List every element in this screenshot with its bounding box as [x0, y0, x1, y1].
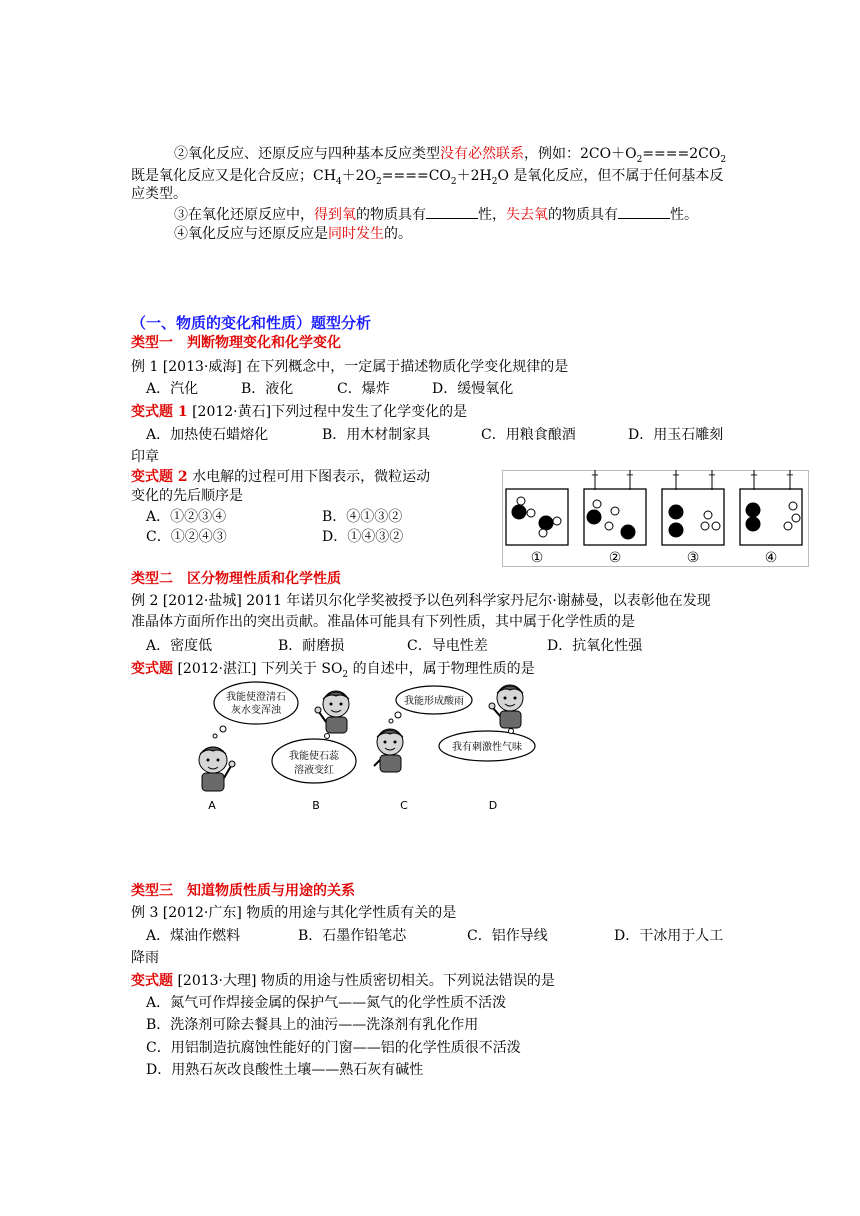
- subscript: 2: [342, 669, 349, 680]
- variant-2-question: [131, 467, 430, 487]
- section-title: （一、物质的变化和性质）题型分析: [131, 314, 372, 332]
- variant-2-options-row-2: [146, 527, 403, 547]
- question-text: [2012·黄石]下列过程中发生了化学变化的是: [187, 404, 468, 420]
- option-b[interactable]: B．耐磨损: [278, 638, 345, 654]
- type3-variant-question: [131, 971, 555, 991]
- option-c[interactable]: C．①②④③: [146, 529, 227, 545]
- option-a[interactable]: A．煤油作燃料: [146, 928, 241, 944]
- plus-sign: +: [671, 470, 681, 481]
- subscript: 2: [636, 154, 643, 165]
- variant-1-wrap: 印章: [131, 449, 159, 465]
- bubble-c: [389, 686, 472, 723]
- answer-blank[interactable]: [618, 204, 670, 219]
- option-b[interactable]: B．用木材制家具: [322, 427, 431, 443]
- option-c[interactable]: C．用粮食酿酒: [481, 427, 576, 443]
- bubble-d-text: 我有刺激性气味: [452, 742, 522, 753]
- bubble-c-text: 我能形成酸雨: [404, 696, 464, 707]
- option-d[interactable]: D．干冰用于人工: [614, 928, 724, 944]
- bubble-b: [272, 734, 356, 784]
- boy-b: [315, 691, 349, 733]
- note-text: ③在氧化还原反应中，: [174, 207, 314, 223]
- note-text: O 是氧化反应，但不属于任何基本反: [497, 168, 724, 184]
- option-c[interactable]: C．导电性差: [407, 638, 488, 654]
- variant-label: 变式题: [131, 973, 173, 989]
- note-3: [174, 204, 698, 225]
- panel-label-3: ③: [686, 550, 700, 566]
- subscript: 2: [720, 154, 727, 165]
- type1-title: 类型一 判断物理变化和化学变化: [131, 335, 341, 351]
- note-text: 的物质具有: [548, 207, 618, 223]
- plus-sign: +: [590, 470, 600, 481]
- example-1-options: [146, 379, 513, 399]
- bubble-b-line-1: 我能使石蕊: [289, 751, 339, 762]
- option-c[interactable]: C．铝作导线: [467, 928, 548, 944]
- type3-variant-option-d[interactable]: D．用熟石灰改良酸性土壤——熟石灰有碱性: [146, 1062, 424, 1078]
- note-2-line-3: [131, 184, 187, 204]
- note-2-line-2: [131, 166, 723, 192]
- option-b[interactable]: B．④①③②: [322, 509, 403, 525]
- type3-variant-option-c[interactable]: C．用铝制造抗腐蚀性能好的门窗——铝的化学性质很不活泼: [146, 1040, 521, 1056]
- bubble-a: [213, 682, 298, 738]
- option-b[interactable]: B．液化: [241, 381, 294, 397]
- note-text: ＋2H: [456, 168, 492, 184]
- note-text: 性。: [670, 207, 698, 223]
- variant-1-question: [131, 402, 467, 422]
- option-a[interactable]: A．密度低: [146, 638, 213, 654]
- bubble-a-line-1: 我能使澄清石: [226, 692, 286, 703]
- label-d: D: [488, 799, 498, 812]
- so2-cartoon: [185, 678, 545, 818]
- example-2-line-1: 例 2 [2012·盐城] 2011 年诺贝尔化学奖被授予以色列科学家丹尼尔·谢赫曼，以表彰他在发现: [131, 593, 711, 609]
- option-d[interactable]: D．抗氧化性强: [547, 638, 643, 654]
- option-c[interactable]: C．爆炸: [337, 381, 390, 397]
- panel-label-1: ①: [530, 550, 544, 566]
- note-text: ====2CO: [642, 146, 721, 162]
- variant-label: 变式题 2: [131, 469, 188, 485]
- panel-label-4: ④: [764, 550, 778, 566]
- subscript: 4: [335, 176, 342, 187]
- note-text: ，例如：2CO＋O: [524, 146, 637, 162]
- minus-sign: −: [707, 470, 717, 481]
- boy-a: [199, 747, 235, 791]
- example-2-options: [146, 636, 642, 656]
- note-text: 性，: [478, 207, 506, 223]
- note-text: ④氧化反应与还原反应是: [174, 226, 328, 242]
- label-b: B: [312, 799, 320, 812]
- answer-blank[interactable]: [426, 204, 478, 219]
- variant-2-options-row-1: [146, 507, 402, 527]
- type2-title: 类型二 区分物理性质和化学性质: [131, 571, 341, 587]
- question-text: 的自述中，属于物理性质的是: [348, 661, 535, 677]
- boy-d: [489, 685, 523, 728]
- example-2-line-2: 准晶体方面所作出的突出贡献。准晶体可能具有下列性质，其中属于化学性质的是: [131, 614, 635, 630]
- note-emphasis: 同时发生: [328, 226, 384, 242]
- option-a[interactable]: A．汽化: [146, 381, 199, 397]
- note-4: [174, 224, 412, 244]
- label-a: A: [208, 799, 216, 812]
- option-a[interactable]: A．①②③④: [146, 509, 227, 525]
- note-emphasis: 失去氧: [506, 207, 548, 223]
- option-d[interactable]: D．①④③②: [322, 529, 404, 545]
- variant-label: 变式题 1: [131, 404, 188, 420]
- note-text: 的物质具有: [356, 207, 426, 223]
- question-text: [2012·湛江] 下列关于 SO: [173, 661, 343, 677]
- subscript: 2: [491, 176, 498, 187]
- example-1-question: 例 1 [2013·威海] 在下列概念中，一定属于描述物质化学变化规律的是: [131, 359, 569, 375]
- boy-c: [374, 729, 403, 772]
- bubble-a-line-2: 灰水变浑浊: [231, 705, 281, 716]
- note-text: 的。: [384, 226, 412, 242]
- type3-variant-option-a[interactable]: A．氮气可作焊接金属的保护气——氮气的化学性质不活泼: [146, 995, 507, 1011]
- note-text: ====CO: [381, 168, 451, 184]
- example-3-question: 例 3 [2012·广东] 物质的用途与其化学性质有关的是: [131, 905, 457, 921]
- bubble-d: [439, 729, 535, 762]
- type3-title: 类型三 知道物质性质与用途的关系: [131, 883, 355, 899]
- note-text: ＋2O: [341, 168, 377, 184]
- variant-2-question-line-2: 变化的先后顺序是: [131, 488, 243, 504]
- note-text: 应类型。: [131, 186, 187, 202]
- type3-variant-option-b[interactable]: B．洗涤剂可除去餐具上的油污——洗涤剂有乳化作用: [146, 1017, 479, 1033]
- note-text: ②氧化反应、还原反应与四种基本反应类型: [174, 146, 440, 162]
- subscript: 2: [450, 176, 457, 187]
- question-text: [2013·大理] 物质的用途与性质密切相关。下列说法错误的是: [173, 973, 555, 989]
- note-text: 既是氧化反应又是化合反应；CH: [131, 168, 336, 184]
- option-a[interactable]: A．加热使石蜡熔化: [146, 427, 269, 443]
- variant-1-options: [146, 425, 723, 445]
- minus-sign: −: [785, 470, 795, 481]
- option-b[interactable]: B．石墨作铅笔芯: [298, 928, 407, 944]
- example-3-wrap: 降雨: [131, 950, 159, 966]
- panel-label-2: ②: [608, 550, 622, 566]
- option-d[interactable]: D．用玉石雕刻: [628, 427, 724, 443]
- variant-label: 变式题: [131, 661, 173, 677]
- minus-sign: −: [625, 470, 635, 481]
- electrolysis-diagram: [502, 470, 809, 567]
- option-d[interactable]: D．缓慢氧化: [432, 381, 514, 397]
- plus-sign: +: [749, 470, 759, 481]
- example-3-options: [146, 926, 723, 946]
- label-c: C: [400, 799, 408, 812]
- note-emphasis: 没有必然联系: [440, 146, 524, 162]
- note-emphasis: 得到氧: [314, 207, 356, 223]
- subscript: 2: [376, 176, 382, 187]
- bubble-b-line-2: 溶液变红: [294, 765, 334, 776]
- question-text: 水电解的过程可用下图表示，微粒运动: [187, 469, 431, 485]
